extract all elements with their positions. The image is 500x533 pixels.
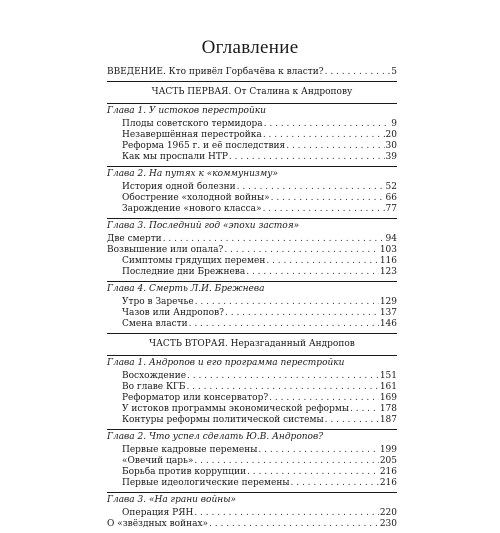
entry-title: Утро в Заречье [122, 297, 194, 307]
toc-entry[interactable] [122, 467, 397, 478]
entry-list [107, 371, 397, 426]
dot-leader [286, 141, 384, 152]
part-heading: ЧАСТЬ ВТОРАЯ. Неразгаданный Андропов [149, 339, 355, 349]
chapter-title[interactable]: Глава 3. Последний год «эпохи застоя» [107, 221, 300, 231]
entry-title: Две смерти [107, 234, 162, 244]
part-heading: ЧАСТЬ ПЕРВАЯ. От Сталина к Андропову [151, 87, 353, 97]
toc-entry[interactable] [122, 204, 397, 215]
chapter [107, 103, 397, 163]
entry-page: 103 [379, 245, 397, 255]
entry-page: 30 [385, 141, 397, 151]
entry-page: 230 [379, 519, 397, 529]
dot-leader [325, 67, 391, 78]
entry-title: Первые кадровые перемены [122, 445, 258, 455]
entry-page: 9 [391, 119, 397, 129]
dot-leader [224, 245, 378, 256]
dot-leader [195, 297, 379, 308]
entry-title: Операция РЯН [122, 508, 194, 518]
entry-page: 146 [379, 319, 397, 329]
dot-leader [189, 319, 379, 330]
chapter-title[interactable]: Глава 4. Смерть Л.И. Брежнева [107, 284, 265, 294]
entry-page: 216 [379, 467, 397, 477]
entry-title: Восхождение [122, 371, 187, 381]
dot-leader [186, 382, 378, 393]
dot-leader [194, 508, 378, 519]
chapter [107, 492, 397, 530]
entry-title: Последние дни Брежнева [122, 267, 246, 277]
chapter [107, 355, 397, 426]
entry-title: Зарождение «нового класса» [122, 204, 262, 214]
entry-page: 220 [379, 508, 397, 518]
entry-page: 5 [391, 67, 397, 77]
entry-list [107, 234, 397, 278]
chapter-title[interactable]: Глава 1. У истоков перестройки [107, 106, 266, 116]
entry-title: Плоды советского термидора [122, 119, 263, 129]
entry-list [107, 182, 397, 215]
chapter-title[interactable]: Глава 2. Что успел сделать Ю.В. Андропов? [107, 432, 324, 442]
dot-leader [229, 152, 385, 163]
dot-leader [269, 393, 379, 404]
entry-list [107, 297, 397, 330]
entry-title: Реформатор или консерватор? [122, 393, 269, 403]
dot-leader [350, 404, 379, 415]
toc-entry[interactable] [122, 152, 397, 163]
entry-title: Во главе КГБ [122, 382, 186, 392]
entry-title: ВВЕДЕНИЕ. Кто привёл Горбачёва к власти? [107, 67, 324, 77]
entry-page: 77 [385, 204, 397, 214]
toc-entry[interactable] [122, 445, 397, 456]
divider [107, 333, 397, 334]
toc-entry[interactable] [122, 415, 397, 426]
dot-leader [263, 130, 385, 141]
entry-title: Первые идеологические перемены [122, 478, 290, 488]
toc-entry[interactable] [107, 267, 397, 278]
toc-entry[interactable] [122, 456, 397, 467]
entry-page: 187 [379, 415, 397, 425]
chapter [107, 281, 397, 330]
toc-entry[interactable] [122, 308, 397, 319]
entry-title: Реформа 1965 г. и её последствия [122, 141, 286, 151]
entry-list [107, 508, 397, 530]
toc-entry[interactable] [122, 393, 397, 404]
entry-page: 137 [379, 308, 397, 318]
entry-title: Симптомы грядущих перемен [122, 256, 266, 266]
toc-entry[interactable] [122, 297, 397, 308]
toc-intro-entry[interactable] [107, 67, 397, 78]
entry-page: 129 [379, 297, 397, 307]
entry-page: 199 [379, 445, 397, 455]
entry-page: 94 [385, 234, 397, 244]
entry-page: 66 [385, 193, 397, 203]
chapter-title[interactable]: Глава 2. На путях к «коммунизму» [107, 169, 278, 179]
entry-title: У истоков программы экономической реформы [122, 404, 350, 414]
chapter-title[interactable]: Глава 3. «На грани войны» [107, 495, 237, 505]
toc-entry[interactable] [122, 382, 397, 393]
toc-entry[interactable] [122, 182, 397, 193]
toc-entry[interactable] [107, 519, 397, 530]
chapter-title[interactable]: Глава 1. Андропов и его программа перестройки [107, 358, 345, 368]
toc-entry[interactable] [107, 256, 397, 267]
dot-leader [163, 234, 385, 245]
table-of-contents [107, 67, 397, 533]
entry-title: Как мы проспали НТР [122, 152, 228, 162]
chapter [107, 429, 397, 489]
entry-title: Контуры реформы политической системы [122, 415, 324, 425]
entry-title: Борьба против коррупции [122, 467, 247, 477]
entry-title: История одной болезни [122, 182, 236, 192]
entry-page: 151 [379, 371, 397, 381]
entry-page: 20 [385, 130, 397, 140]
dot-leader [237, 182, 385, 193]
toc-entry[interactable] [122, 193, 397, 204]
entry-page: 178 [379, 404, 397, 414]
toc-entry[interactable] [122, 508, 397, 519]
dot-leader [264, 119, 391, 130]
entry-page: 205 [379, 456, 397, 466]
toc-entry[interactable] [122, 371, 397, 382]
entry-title: Чазов или Андропов? [122, 308, 224, 318]
toc-entry[interactable] [122, 404, 397, 415]
dot-leader [263, 204, 385, 215]
toc-entry[interactable] [107, 234, 397, 245]
dot-leader [247, 467, 379, 478]
entry-page: 116 [379, 256, 397, 266]
toc-entry[interactable] [122, 119, 397, 130]
entry-title: О «звёздных войнах» [107, 519, 209, 529]
entry-title: Возвышение или опала? [107, 245, 224, 255]
dot-leader [209, 519, 379, 530]
divider [107, 81, 397, 82]
entry-title: Смена власти [122, 319, 188, 329]
dot-leader [225, 308, 379, 319]
entry-title: Обострение «холодной войны» [122, 193, 270, 203]
entry-page: 39 [385, 152, 397, 162]
dot-leader [187, 371, 379, 382]
page-title: Оглавление [201, 37, 299, 58]
dot-leader [246, 267, 379, 278]
entry-list [107, 445, 397, 489]
dot-leader [291, 478, 379, 489]
chapter [107, 166, 397, 215]
dot-leader [325, 415, 379, 426]
chapter [107, 218, 397, 278]
toc-entry[interactable] [122, 130, 397, 141]
toc-entry[interactable] [122, 141, 397, 152]
dot-leader [266, 256, 378, 267]
dot-leader [258, 445, 378, 456]
entry-title: «Овечий царь» [122, 456, 194, 466]
entry-title: Незавершённая перестройка [122, 130, 262, 140]
toc-entry[interactable] [122, 319, 397, 330]
entry-page: 52 [385, 182, 397, 192]
dot-leader [194, 456, 378, 467]
entry-page: 161 [379, 382, 397, 392]
entry-page: 169 [379, 393, 397, 403]
entry-list [107, 119, 397, 163]
entry-page: 123 [379, 267, 397, 277]
dot-leader [271, 193, 385, 204]
entry-page: 216 [379, 478, 397, 488]
toc-entry[interactable] [122, 478, 397, 489]
toc-entry[interactable] [107, 245, 397, 256]
